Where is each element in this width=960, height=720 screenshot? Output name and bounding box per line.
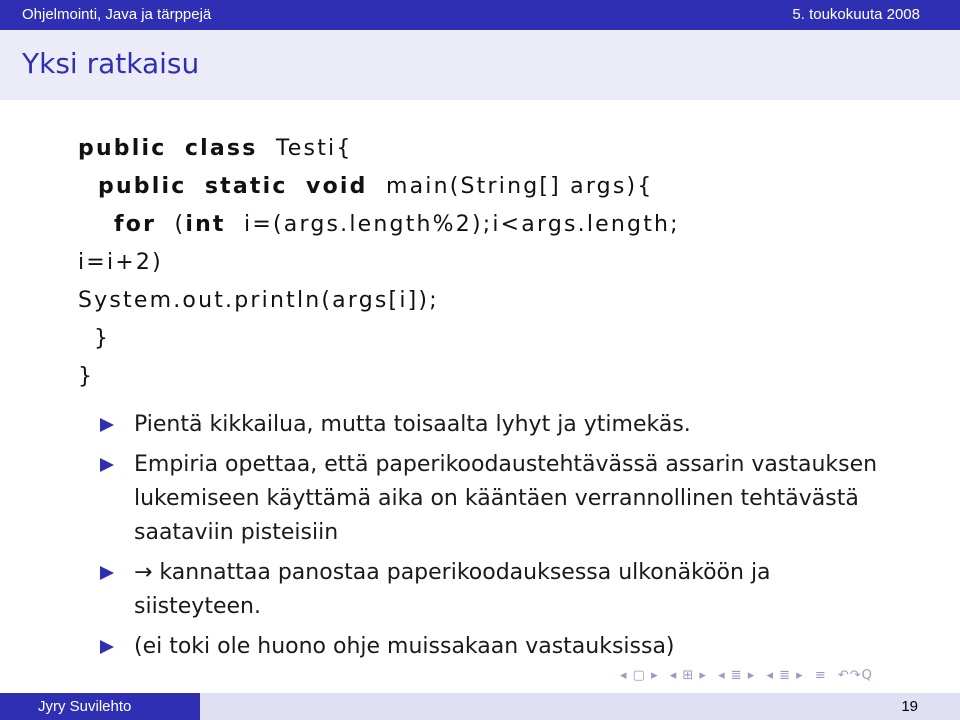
bullet-text: Empiria opettaa, että paperikoodaustehtävässä assarin vastauksen lukemiseen käyttämä aika on kääntäen verrannollinen tehtävästä saataviin pisteisiin bbox=[134, 452, 878, 545]
bullet-triangle-icon bbox=[100, 418, 114, 432]
footer-middle bbox=[200, 693, 960, 720]
footer-author[interactable]: Jyry Suvilehto bbox=[0, 693, 200, 720]
code-keyword: public bbox=[78, 136, 167, 161]
bullet-triangle-icon bbox=[100, 640, 114, 654]
frame-title: Yksi ratkaisu bbox=[22, 47, 200, 80]
search-icon[interactable]: ↶↷Q bbox=[837, 668, 873, 683]
presentation-title[interactable]: Ohjelmointi, Java ja tärppejä bbox=[22, 6, 212, 23]
code-block bbox=[78, 130, 938, 396]
code-keyword: static bbox=[204, 174, 288, 199]
bullet-list bbox=[100, 408, 900, 670]
bullet-triangle-icon bbox=[100, 566, 114, 580]
page-number: 19 bbox=[901, 698, 918, 715]
navigation-symbols bbox=[620, 668, 879, 688]
bullet-text: (ei toki ole huono ohje muissakaan vastauksissa) bbox=[134, 634, 675, 659]
code-text: } bbox=[78, 364, 95, 389]
footer-bar bbox=[0, 693, 960, 720]
code-keyword: class bbox=[184, 136, 258, 161]
code-text: ( bbox=[174, 212, 186, 237]
code-line-7 bbox=[78, 358, 938, 396]
code-text: Testi{ bbox=[275, 136, 353, 161]
align-icon[interactable]: ≡ bbox=[814, 668, 827, 683]
code-line-2 bbox=[78, 168, 938, 206]
bullet-text: → kannattaa panostaa paperikoodauksessa ulkonäköön ja siisteyteen. bbox=[134, 560, 771, 619]
subsection-nav-icon[interactable]: ◂ ⊞ ▸ bbox=[669, 668, 707, 683]
list-item bbox=[100, 448, 900, 550]
code-line-6 bbox=[78, 320, 938, 358]
code-text: i=i+2) bbox=[78, 250, 163, 275]
code-line-1 bbox=[78, 130, 938, 168]
code-text: main(String[] args){ bbox=[385, 174, 654, 199]
code-line-4 bbox=[78, 244, 938, 282]
list-item bbox=[100, 630, 900, 664]
code-keyword: for bbox=[114, 212, 157, 237]
list-item bbox=[100, 556, 900, 624]
bullet-text: Pientä kikkailua, mutta toisaalta lyhyt ja ytimekäs. bbox=[134, 412, 691, 437]
bullet-triangle-icon bbox=[100, 458, 114, 472]
code-line-5 bbox=[78, 282, 938, 320]
list-item bbox=[100, 408, 900, 442]
document-nav-icon[interactable]: ◂ ≣ ▸ bbox=[766, 668, 804, 683]
code-text: i=(args.length%2);i<args.length; bbox=[244, 212, 680, 237]
header-bar bbox=[0, 0, 960, 30]
code-keyword: public bbox=[98, 174, 187, 199]
code-text: System.out.println(args[i]); bbox=[78, 288, 439, 313]
code-line-3 bbox=[78, 206, 938, 244]
code-text: } bbox=[94, 326, 111, 351]
presentation-date[interactable]: 5. toukokuuta 2008 bbox=[792, 6, 920, 23]
frame-title-bar bbox=[0, 30, 960, 100]
code-keyword: void bbox=[306, 174, 368, 199]
frame-nav-icon[interactable]: ◂ ▢ ▸ bbox=[620, 668, 659, 683]
code-keyword: int bbox=[185, 212, 226, 237]
section-nav-icon[interactable]: ◂ ≣ ▸ bbox=[718, 668, 756, 683]
